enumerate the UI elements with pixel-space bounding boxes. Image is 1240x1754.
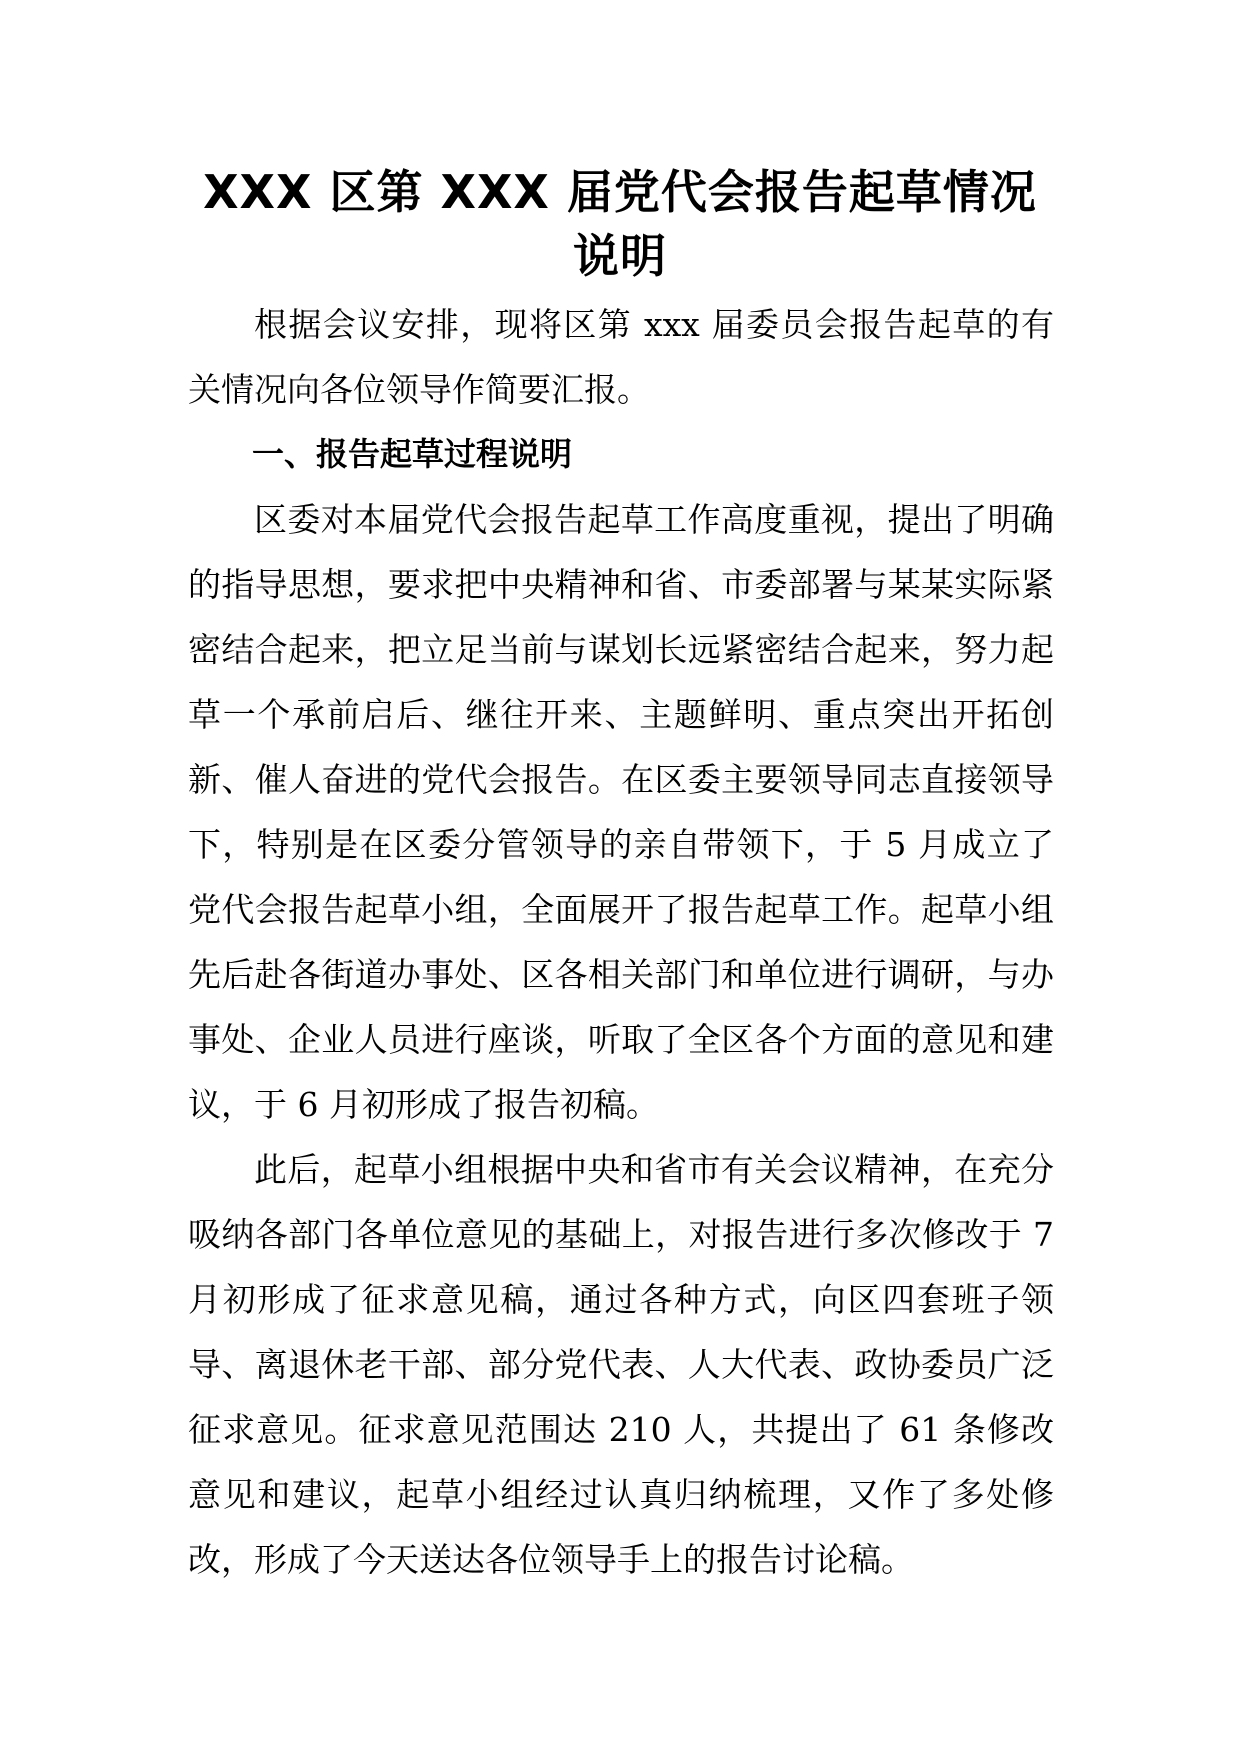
document-body (188, 292, 1054, 1592)
body-paragraph-2: 此后，起草小组根据中央和省市有关会议精神，在充分吸纳各部门各单位意见的基础上，对报告进行多次修改于 7 月初形成了征求意见稿，通过各种方式，向区四套班子领导、离退休老干部、部分党代表、人大代表、政协委员广泛征求意见。征求意见范围达 210 人，共提出了 61 条修改意见和建议，起草小组经过认真归纳梳理，又作了多处修改，形成了今天送达各位领导手上的报告讨论稿。 (188, 1150, 1054, 1579)
intro-paragraph: 根据会议安排，现将区第 xxx 届委员会报告起草的有关情况向各位领导作简要汇报。 (188, 305, 1054, 409)
section-heading: 一、报告起草过程说明 (252, 435, 573, 473)
body-paragraph-1: 区委对本届党代会报告起草工作高度重视，提出了明确的指导思想，要求把中央精神和省、市委部署与某某实际紧密结合起来，把立足当前与谋划长远紧密结合起来，努力起草一个承前启后、继往开来、主题鲜明、重点突出开拓创新、催人奋进的党代会报告。在区委主要领导同志直接领导下，特别是在区委分管领导的亲自带领下，于 5 月成立了党代会报告起草小组，全面展开了报告起草工作。起草小组先后赴各街道办事处、区各相关部门和单位进行调研，与办事处、企业人员进行座谈，听取了全区各个方面的意见和建议，于 6 月初形成了报告初稿。 (188, 500, 1054, 1124)
document-title: XXX 区第 XXX 届党代会报告起草情况说明 (203, 165, 1037, 283)
